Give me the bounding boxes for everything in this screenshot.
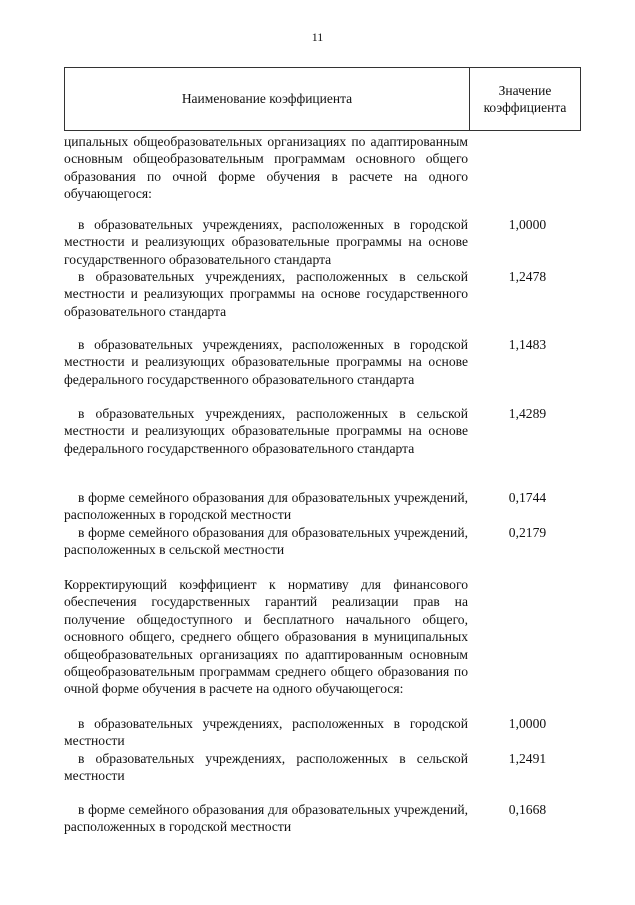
coefficient-name: в образовательных учреждениях, расположенных в городской местности: [64, 716, 468, 749]
table-row: [64, 576, 581, 698]
coefficient-value: [468, 576, 581, 698]
coefficient-value: 1,1483: [508, 337, 547, 352]
coefficient-value: 1,2491: [508, 751, 547, 766]
coefficient-value: 1,0000: [508, 716, 547, 731]
coefficient-value: 0,1668: [508, 802, 547, 817]
coefficient-name: в образовательных учреждениях, расположенных в городской местности и реализующих образовательные программы на основе государственного образовательного стандарта: [64, 217, 468, 267]
column-header-name: Наименование коэффициента: [65, 68, 470, 130]
coefficient-name: Корректирующий коэффициент к нормативу для финансового обеспечения государственных гарантий реализации прав на получение общедоступного и бесплатного начального общего, основного общего, среднего общего образования в муниципальных общеобразовательных организациях по адаптированным основным общеобразовательным программам среднего общего образования по очной форме обучения в расчете на одного обучающегося:: [64, 577, 468, 697]
table-row: [64, 801, 581, 836]
coefficient-value: 1,4289: [508, 406, 547, 421]
coefficient-name: ципальных общеобразовательных организациях по адаптированным основным общеобразовательным программам основного общего образования по очной форме обучения в расчете на одного обучающегося:: [64, 134, 468, 202]
coefficient-value: 1,2478: [508, 269, 547, 284]
coefficient-name: в форме семейного образования для образовательных учреждений, расположенных в городской местности: [64, 802, 468, 835]
table-row: [64, 405, 581, 457]
table-row: [64, 216, 581, 268]
coefficient-value: 1,0000: [508, 217, 547, 232]
coefficient-name: в образовательных учреждениях, расположенных в сельской местности и реализующих образовательные программы на основе федерального государственного образовательного стандарта: [64, 406, 468, 456]
table-row: [64, 489, 581, 524]
table-row: [64, 750, 581, 785]
table-row: [64, 715, 581, 750]
column-header-value: Значение коэффициента: [483, 83, 567, 115]
table-row: [64, 336, 581, 388]
table-row: [64, 268, 581, 320]
coefficient-value: 0,2179: [508, 525, 547, 540]
coefficient-name: в образовательных учреждениях, расположенных в городской местности и реализующих образовательные программы на основе федерального государственного образовательного стандарта: [64, 337, 468, 387]
coefficient-name: в форме семейного образования для образовательных учреждений, расположенных в сельской местности: [64, 525, 468, 558]
coefficient-name: в форме семейного образования для образовательных учреждений, расположенных в городской местности: [64, 490, 468, 523]
page-number: 11: [311, 30, 324, 44]
table-row: [64, 524, 581, 559]
coefficient-value: [468, 133, 581, 203]
coefficient-name: в образовательных учреждениях, расположенных в сельской местности: [64, 751, 468, 784]
table-header: [64, 67, 581, 131]
coefficient-value: 0,1744: [508, 490, 547, 505]
table-row: [64, 133, 581, 203]
coefficient-name: в образовательных учреждениях, расположенных в сельской местности и реализующих программы на основе государственного образовательного стандарта: [64, 269, 468, 319]
